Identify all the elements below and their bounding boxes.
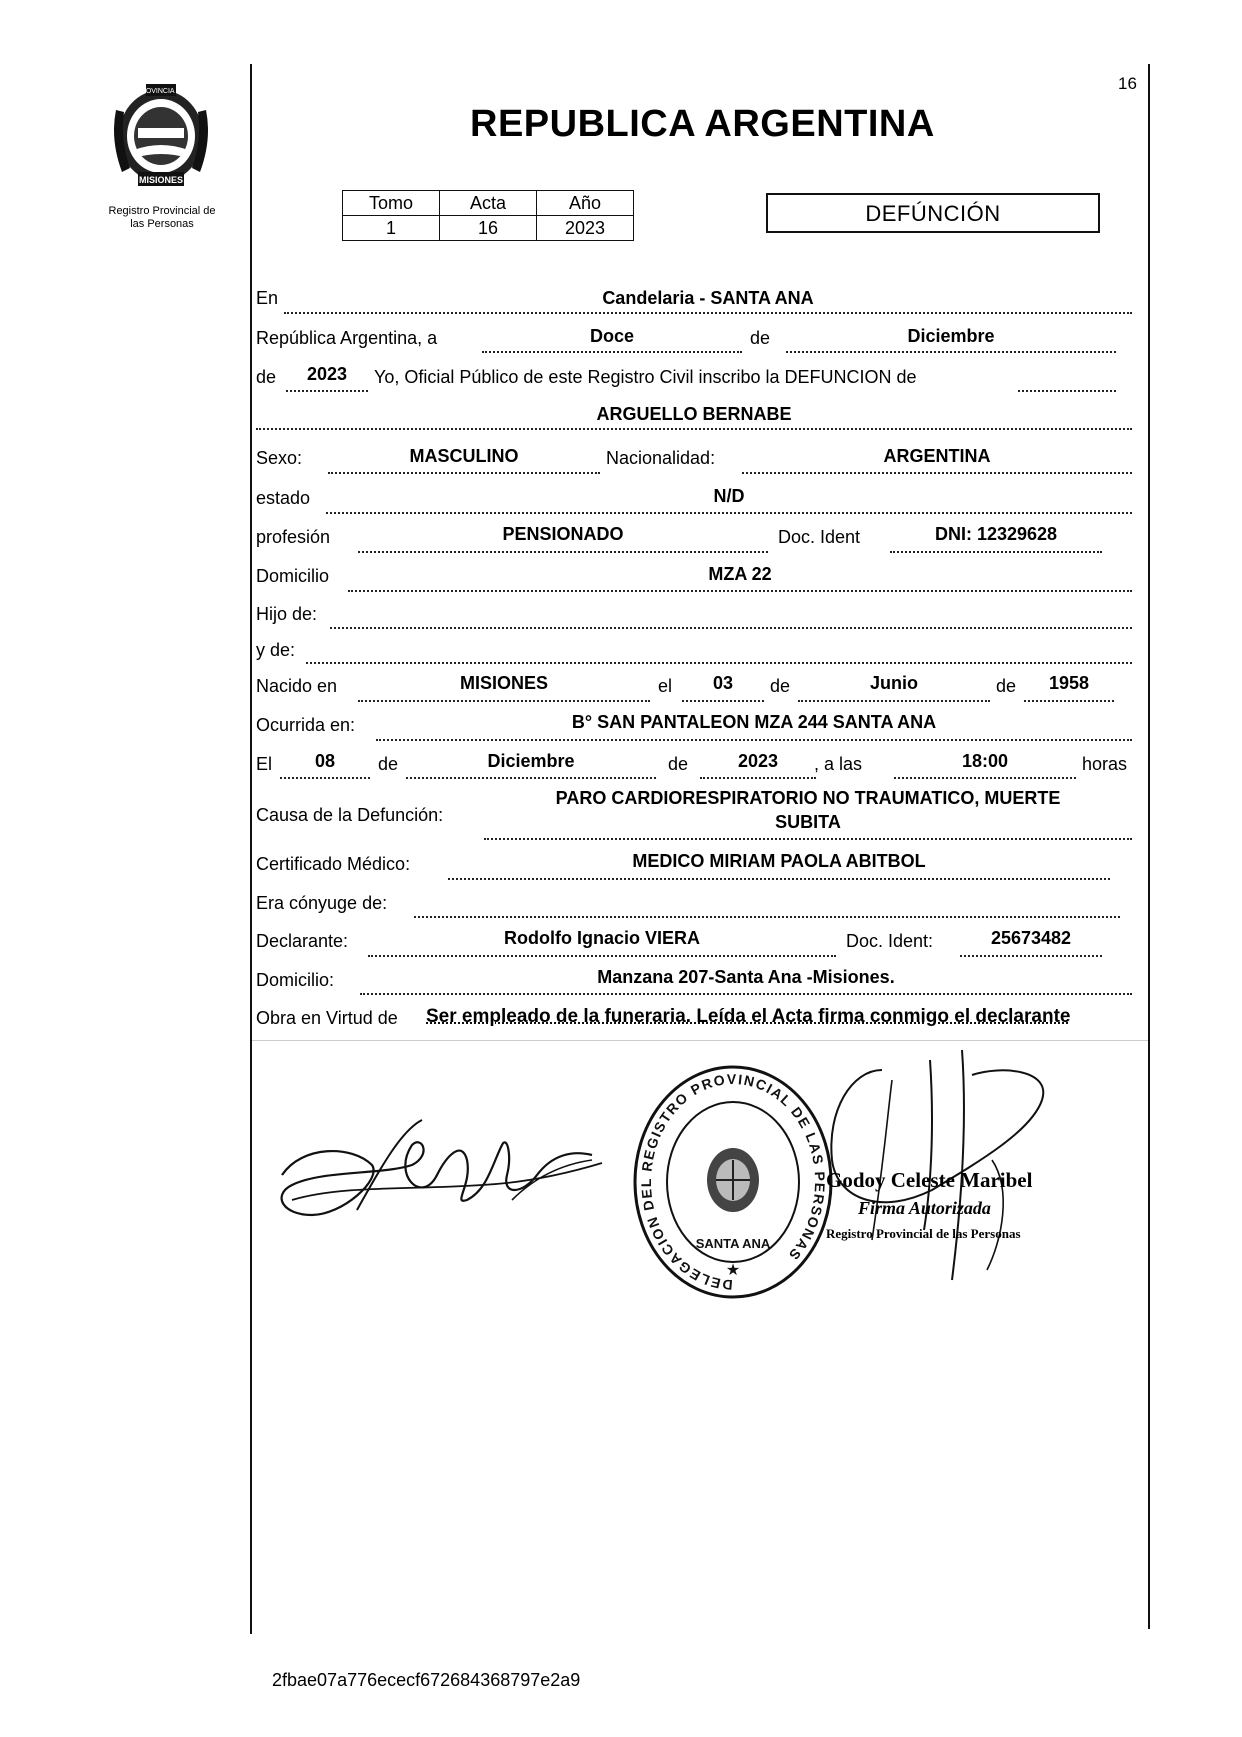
right-margin-rule (1148, 64, 1150, 1629)
misiones-seal-logo (108, 80, 214, 188)
oficial-text: Yo, Oficial Público de este Registro Civil inscribo la DEFUNCION de (374, 367, 917, 387)
def-anio-dots (700, 777, 816, 779)
causa-line2: SUBITA (775, 812, 841, 832)
nac-de-label: de (770, 676, 791, 696)
declarante-doc-label: Doc. Ident: (846, 931, 934, 951)
horas-label: horas (1082, 754, 1128, 774)
registry-caption (86, 205, 238, 231)
domicilio-dots (348, 590, 1132, 592)
sexo-label: Sexo: (256, 448, 303, 468)
nac-anio-dots (1024, 700, 1114, 702)
profesion-value: PENSIONADO (502, 524, 624, 544)
obra-label: Obra en Virtud de (256, 1008, 398, 1028)
certificado-dots (448, 878, 1110, 880)
def-mes-value: Diciembre (487, 751, 575, 771)
page-number: 16 (1118, 74, 1137, 93)
a-las-label: , a las (814, 754, 863, 774)
doc-ident-dots (890, 551, 1102, 553)
declarante-domicilio-label: Domicilio: (256, 970, 335, 990)
profesion-label: profesión (256, 527, 331, 547)
mes-dots (786, 351, 1116, 353)
causa-label: Causa de la Defunción: (256, 805, 444, 825)
hijo-de-label: Hijo de: (256, 604, 318, 624)
anio-inscripcion: 2023 (306, 364, 348, 384)
y-de-label: y de: (256, 640, 296, 660)
nac-dia-dots (682, 700, 764, 702)
lugar-inscripcion: Candelaria - SANTA ANA (602, 288, 814, 308)
nombre-dots (256, 428, 1132, 430)
domicilio-label: Domicilio (256, 566, 330, 586)
meta-value-tomo: 1 (343, 216, 440, 241)
meta-header-acta: Acta (440, 191, 537, 216)
doc-ident-label: Doc. Ident (778, 527, 861, 547)
profesion-dots (358, 551, 768, 553)
declarante-domicilio-dots (360, 993, 1132, 995)
sexo-dots (328, 472, 600, 474)
page-title: REPUBLICA ARGENTINA (470, 103, 935, 145)
domicilio-value: MZA 22 (708, 564, 772, 584)
certificado-label: Certificado Médico: (256, 854, 411, 874)
estado-dots (326, 512, 1132, 514)
nacido-en-label: Nacido en (256, 676, 338, 696)
nac-de2-label: de (996, 676, 1017, 696)
meta-value-anio: 2023 (537, 216, 634, 241)
declarante-label: Declarante: (256, 931, 349, 951)
nac-mes-value: Junio (870, 673, 918, 693)
officer-signature (812, 1040, 1102, 1290)
doc-ident-value: DNI: 12329628 (934, 524, 1058, 544)
certificado-value: MEDICO MIRIAM PAOLA ABITBOL (632, 851, 926, 871)
dia-texto: Doce (589, 326, 634, 346)
nacionalidad-value: ARGENTINA (883, 446, 991, 466)
republica-label: República Argentina, a (256, 328, 438, 348)
registry-caption-line2: las Personas (130, 218, 194, 230)
ocurrida-en-value: B° SAN PANTALEON MZA 244 SANTA ANA (571, 712, 937, 732)
tomo-acta-anio-table (342, 190, 634, 241)
nacido-en-value: MISIONES (459, 673, 548, 693)
declarante-doc-value: 25673482 (990, 928, 1072, 948)
de-anio-label: de (256, 367, 277, 387)
meta-header-tomo: Tomo (343, 191, 440, 216)
nac-anio-value: 1958 (1048, 673, 1090, 693)
def-mes-dots (406, 777, 656, 779)
meta-header-anio: Año (537, 191, 634, 216)
registry-caption-line1: Registro Provincial de (108, 205, 216, 217)
declarante-value: Rodolfo Ignacio VIERA (504, 928, 700, 948)
ocurrida-en-label: Ocurrida en: (256, 715, 356, 735)
nacionalidad-label: Nacionalidad: (606, 448, 716, 468)
officer-name: Godoy Celeste Maribel (826, 1168, 1033, 1192)
def-dia-value: 08 (314, 751, 336, 771)
conyuge-label: Era cónyuge de: (256, 893, 388, 913)
def-de-label: de (378, 754, 399, 774)
declarante-doc-dots (960, 955, 1102, 957)
causa-line1: PARO CARDIORESPIRATORIO NO TRAUMATICO, MUERTE (555, 788, 1061, 808)
document-hash: 2fbae07a776ececf672684368797e2a9 (272, 1670, 581, 1690)
anio-dots (286, 390, 368, 392)
y-de-dots (306, 662, 1132, 664)
obra-value: Ser empleado de la funeraria. Leída el Acta firma conmigo el declarante (426, 1006, 1071, 1027)
el-label: el (658, 676, 673, 696)
causa-dots (484, 838, 1132, 840)
logo-bottom-text: MISIONES (138, 175, 184, 185)
hora-value: 18:00 (961, 751, 1009, 771)
declarante-dots (368, 955, 836, 957)
nombre-fallecido: ARGUELLO BERNABE (596, 404, 792, 424)
def-anio-value: 2023 (737, 751, 779, 771)
declarante-signature (262, 1105, 612, 1245)
hijo-de-dots (330, 627, 1132, 629)
oficial-dots (1018, 390, 1116, 392)
stamp-star-icon: ★ (725, 1262, 741, 1279)
declarante-domicilio-value: Manzana 207-Santa Ana -Misiones. (597, 967, 895, 987)
conyuge-dots (414, 916, 1120, 918)
estado-value: N/D (713, 486, 745, 506)
nac-mes-dots (798, 700, 990, 702)
mes-texto: Diciembre (907, 326, 995, 346)
en-label: En (256, 288, 279, 308)
delegacion-stamp (628, 1060, 838, 1304)
ocurrida-en-dots (376, 739, 1132, 741)
officer-registry: Registro Provincial de las Personas (826, 1226, 1021, 1241)
sexo-value: MASCULINO (409, 446, 519, 466)
de-label: de (750, 328, 771, 348)
def-dia-dots (280, 777, 370, 779)
stamp-ring-text: DELEGACION DEL REGISTRO PROVINCIAL DE LAS PERSONAS (638, 1070, 829, 1294)
nacionalidad-dots (742, 472, 1132, 474)
estado-label: estado (256, 488, 311, 508)
nacido-en-dots (358, 700, 650, 702)
logo-top-text: PROVINCIA DE (136, 88, 186, 95)
def-de2-label: de (668, 754, 689, 774)
stamp-inner-text: SANTA ANA (695, 1236, 771, 1251)
meta-value-acta: 16 (440, 216, 537, 241)
el-cap-label: El (256, 754, 273, 774)
en-dots (284, 312, 1132, 314)
left-margin-rule (250, 64, 252, 1634)
record-type-box: DEFÚNCIÓN (766, 193, 1100, 233)
nac-dia-value: 03 (712, 673, 734, 693)
officer-role: Firma Autorizada (858, 1198, 991, 1218)
hora-dots (894, 777, 1076, 779)
dia-dots (482, 351, 742, 353)
